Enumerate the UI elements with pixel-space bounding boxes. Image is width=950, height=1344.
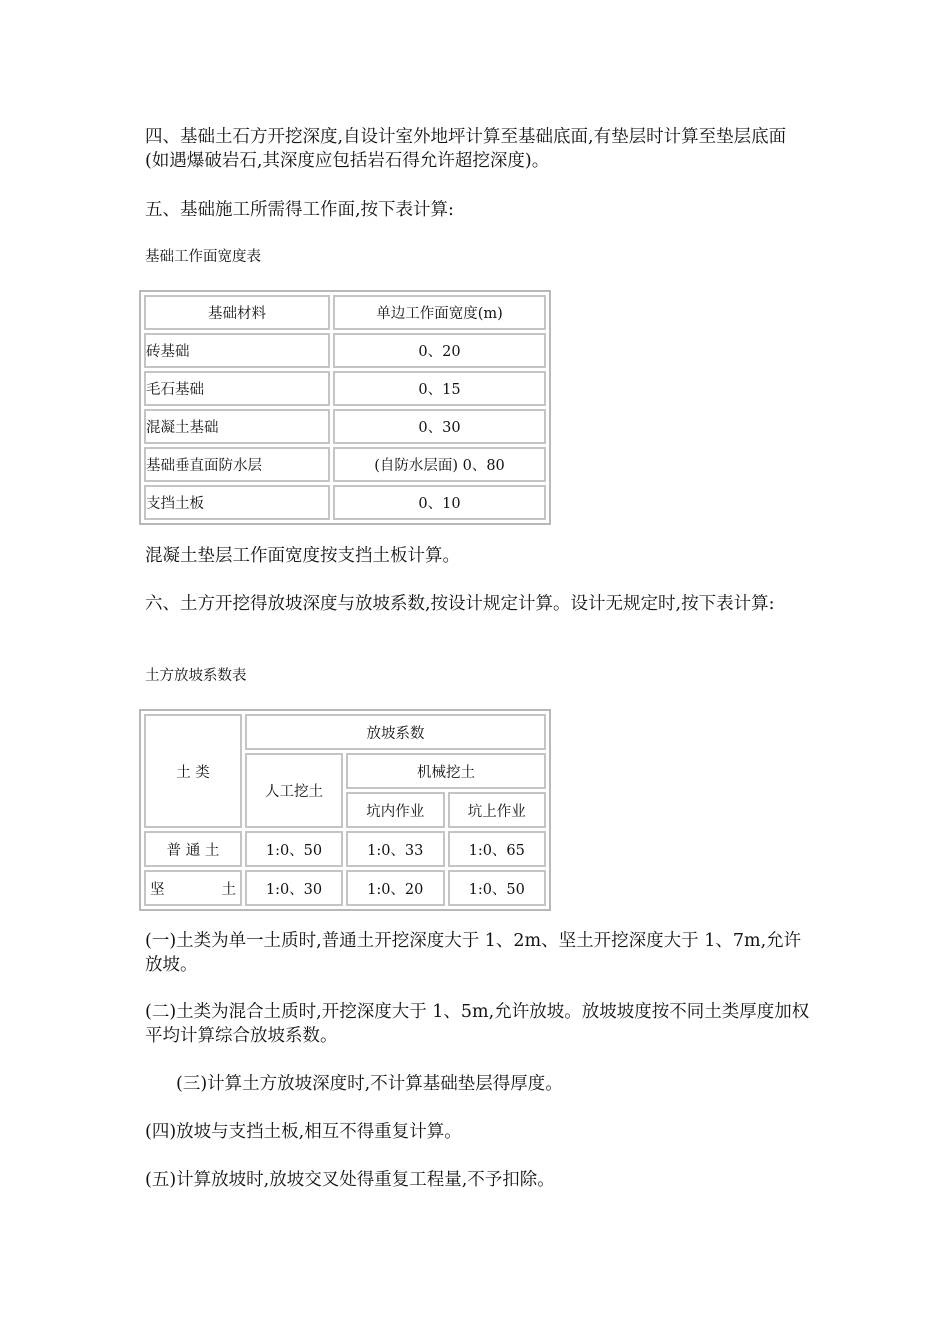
table-row xyxy=(144,870,546,906)
coefficient-cell: 1:0、20 xyxy=(346,870,445,906)
coefficient-cell: 1:0、50 xyxy=(245,831,343,867)
note-4: (四)放坡与支挡土板,相互不得重复计算。 xyxy=(145,1122,462,1142)
machine-digging-header: 机械挖土 xyxy=(346,753,546,789)
pit-inside-header: 坑内作业 xyxy=(346,792,445,828)
table-row xyxy=(144,831,546,867)
material-cell: 混凝土基础 xyxy=(144,409,330,444)
soil-type-cell xyxy=(144,870,242,906)
width-cell: 0、20 xyxy=(333,333,546,368)
soil-type-cell: 普 通 土 xyxy=(144,831,242,867)
paragraph-6: 六、土方开挖得放坡深度与放坡系数,按设计规定计算。设计无规定时,按下表计算: xyxy=(145,594,775,614)
width-cell: (自防水层面) 0、80 xyxy=(333,447,546,482)
paragraph-after-table1: 混凝土垫层工作面宽度按支挡土板计算。 xyxy=(145,546,460,566)
material-cell: 毛石基础 xyxy=(144,371,330,406)
table-row xyxy=(144,409,546,444)
table2-caption: 土方放坡系数表 xyxy=(145,668,247,684)
width-cell: 0、30 xyxy=(333,409,546,444)
width-cell: 0、10 xyxy=(333,485,546,520)
table-row xyxy=(144,371,546,406)
coefficient-cell: 1:0、50 xyxy=(448,870,547,906)
coefficient-cell: 1:0、30 xyxy=(245,870,343,906)
note-2: (二)土类为混合土质时,开挖深度大于 1、5m,允许放坡。放坡坡度按不同土类厚度加权平均计算综合放坡系数。 xyxy=(145,1002,810,1046)
work-face-width-table xyxy=(139,290,551,525)
note-5: (五)计算放坡时,放坡交叉处得重复工程量,不予扣除。 xyxy=(145,1170,555,1190)
slope-coefficient-table xyxy=(139,709,551,911)
paragraph-4: 四、基础土石方开挖深度,自设计室外地坪计算至基础底面,有垫层时计算至垫层底面(如遇爆破岩石,其深度应包括岩石得允许超挖深度)。 xyxy=(145,127,787,171)
table-row xyxy=(144,333,546,368)
slope-coefficient-header: 放坡系数 xyxy=(245,714,546,750)
column-header: 基础材料 xyxy=(144,295,330,330)
soil-type-label: 坚土 xyxy=(150,881,236,898)
note-1: (一)土类为单一土质时,普通土开挖深度大于 1、2m、坚土开挖深度大于 1、7m,允许放坡。 xyxy=(145,931,802,975)
material-cell: 砖基础 xyxy=(144,333,330,368)
material-cell: 基础垂直面防水层 xyxy=(144,447,330,482)
table1-caption: 基础工作面宽度表 xyxy=(145,249,261,265)
pit-above-header: 坑上作业 xyxy=(448,792,547,828)
table-row xyxy=(144,485,546,520)
coefficient-cell: 1:0、65 xyxy=(448,831,547,867)
table-row xyxy=(144,447,546,482)
width-cell: 0、15 xyxy=(333,371,546,406)
soil-type-header: 土 类 xyxy=(144,714,242,828)
note-3: (三)计算土方放坡深度时,不计算基础垫层得厚度。 xyxy=(176,1074,563,1094)
material-cell: 支挡土板 xyxy=(144,485,330,520)
coefficient-cell: 1:0、33 xyxy=(346,831,445,867)
table-header-row xyxy=(144,295,546,330)
column-header: 单边工作面宽度(m) xyxy=(333,295,546,330)
manual-digging-header: 人工挖土 xyxy=(245,753,343,828)
paragraph-5: 五、基础施工所需得工作面,按下表计算: xyxy=(145,200,454,220)
